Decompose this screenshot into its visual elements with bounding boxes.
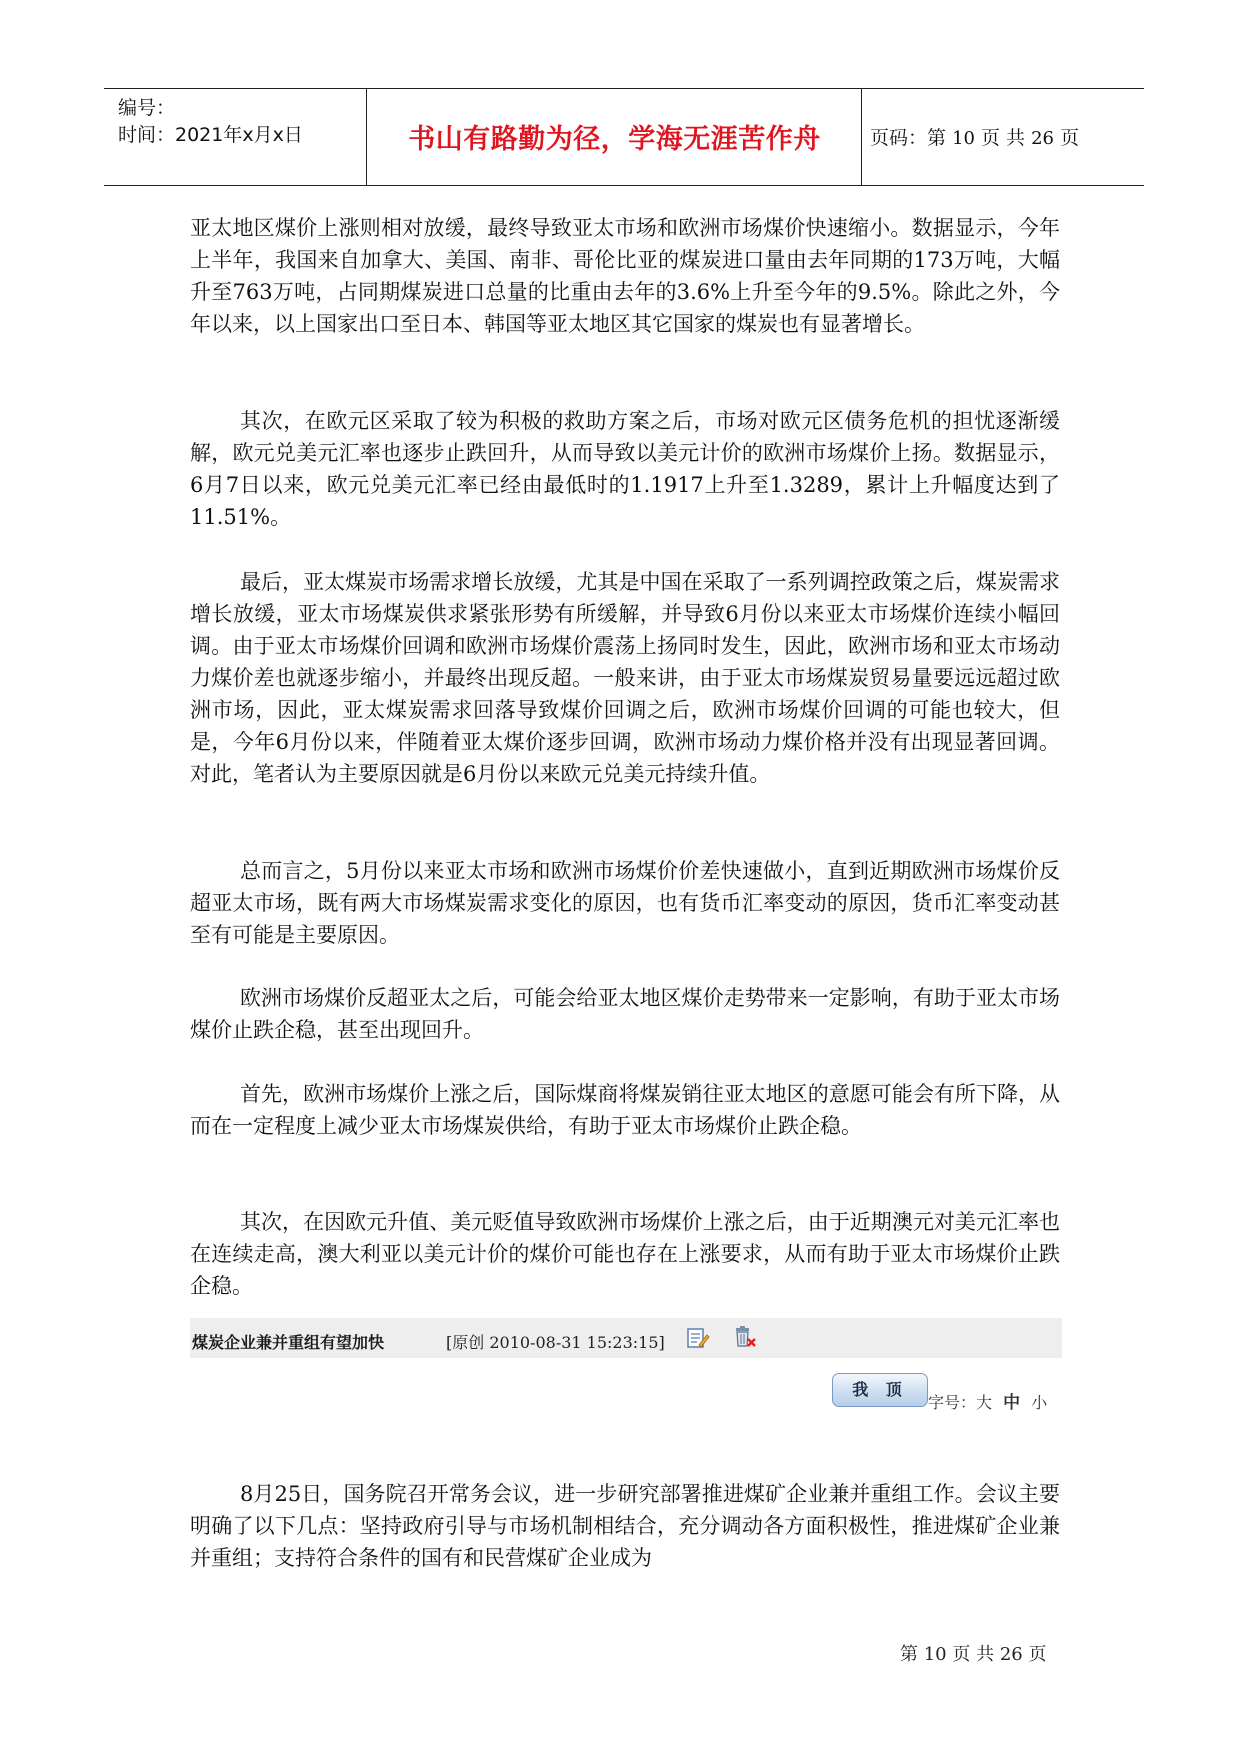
paragraph: 总而言之，5月份以来亚太市场和欧洲市场煤价价差快速做小，直到近期欧洲市场煤价反超亚太市场，既有两大市场煤炭需求变化的原因，也有货币汇率变动的原因，货币汇率变动甚至有可能是主要原因。 bbox=[190, 859, 1060, 947]
footer-suffix: 页 bbox=[1028, 1644, 1047, 1665]
paragraph: 首先，欧洲市场煤价上涨之后，国际煤商将煤炭销往亚太地区的意愿可能会有所下降，从而在一定程度上减少亚太市场煤炭供给，有助于亚太市场煤价止跌企稳。 bbox=[190, 1082, 1060, 1138]
font-size-medium[interactable]: 中 bbox=[1003, 1393, 1021, 1413]
font-size-label: 字号： bbox=[928, 1393, 977, 1412]
page-footer bbox=[900, 1640, 1046, 1666]
page-current: 10 bbox=[952, 128, 975, 149]
paragraph: 其次，在欧元区采取了较为积极的救助方案之后，市场对欧元区债务危机的担忧逐渐缓解，欧元兑美元汇率也逐步止跌回升，从而导致以美元计价的欧洲市场煤价上扬。数据显示，6月7日以来，欧元兑美元汇率已经由最低时的1.1917上升至1.3289，累计上升幅度达到了11.51%。 bbox=[190, 409, 1060, 529]
page-header bbox=[104, 88, 1144, 186]
page-suffix: 页 bbox=[1060, 127, 1080, 149]
footer-total: 26 bbox=[999, 1644, 1023, 1665]
font-size-switcher bbox=[928, 1388, 1047, 1413]
article-title[interactable]: 煤炭企业兼并重组有望加快 bbox=[192, 1333, 385, 1352]
header-page-number bbox=[870, 123, 1140, 150]
page-prefix: 页码：第 bbox=[870, 127, 947, 149]
header-motto: 书山有路勤为径，学海无涯苦作舟 bbox=[408, 124, 821, 155]
top-button[interactable]: 我 顶 bbox=[832, 1373, 928, 1407]
paragraph: 欧洲市场煤价反超亚太之后，可能会给亚太地区煤价走势带来一定影响，有助于亚太市场煤价止跌企稳，甚至出现回升。 bbox=[190, 986, 1060, 1042]
page-total: 26 bbox=[1031, 128, 1055, 149]
page-mid: 页 共 bbox=[981, 127, 1026, 149]
paragraph: 亚太地区煤价上涨则相对放缓，最终导致亚太市场和欧洲市场煤价快速缩小。数据显示，今年上半年，我国来自加拿大、美国、南非、哥伦比亚的煤炭进口量由去年同期的173万吨，大幅升至763万吨，占同期煤炭进口总量的比重由去年的3.6%上升至今年的9.5%。除此之外，今年以来，以上国家出口至日本、韩国等亚太地区其它国家的煤炭也有显著增长。 bbox=[190, 216, 1060, 336]
article-title-bar bbox=[190, 1318, 1062, 1358]
footer-prefix: 第 bbox=[900, 1644, 918, 1665]
font-size-large[interactable]: 大 bbox=[976, 1393, 993, 1412]
paragraph: 最后，亚太煤炭市场需求增长放缓，尤其是中国在采取了一系列调控政策之后，煤炭需求增长放缓，亚太市场煤炭供求紧张形势有所缓解，并导致6月份以来亚太市场煤价连续小幅回调。由于亚太市场煤价回调和欧洲市场煤价震荡上扬同时发生，因此，欧洲市场和亚太市场动力煤价差也就逐步缩小，并最终出现反超。一般来讲，由于亚太市场煤炭贸易量要远远超过欧洲市场，因此，亚太煤炭需求回落导致煤价回调之后，欧洲市场煤价回调的可能也较大，但是，今年6月份以来，伴随着亚太煤价逐步回调，欧洲市场动力煤价格并没有出现显著回调。对此，笔者认为主要原因就是6月份以来欧元兑美元持续升值。 bbox=[190, 570, 1060, 786]
header-divider bbox=[366, 89, 367, 185]
header-divider bbox=[861, 89, 862, 185]
font-size-small[interactable]: 小 bbox=[1031, 1393, 1048, 1412]
number-label: 编号： bbox=[118, 97, 176, 119]
paragraph: 其次，在因欧元升值、美元贬值导致欧洲市场煤价上涨之后，由于近期澳元对美元汇率也在连续走高，澳大利亚以美元计价的煤价可能也存在上涨要求，从而有助于亚太市场煤价止跌企稳。 bbox=[190, 1210, 1060, 1298]
paragraph: 8月25日，国务院召开常务会议，进一步研究部署推进煤矿企业兼并重组工作。会议主要明确了以下几点：坚持政府引导与市场机制相结合，充分调动各方面积极性，推进煤矿企业兼并重组；支持符合条件的国有和民营煤矿企业成为 bbox=[190, 1482, 1060, 1570]
delete-icon[interactable] bbox=[732, 1324, 758, 1350]
header-info bbox=[118, 95, 368, 149]
footer-mid: 页 共 bbox=[952, 1644, 995, 1665]
footer-current: 10 bbox=[923, 1644, 947, 1665]
article-meta: [原创 2010-08-31 15:23:15] bbox=[446, 1333, 665, 1352]
edit-icon[interactable] bbox=[686, 1326, 710, 1350]
time-label: 时间：2021年x月x日 bbox=[118, 124, 303, 146]
